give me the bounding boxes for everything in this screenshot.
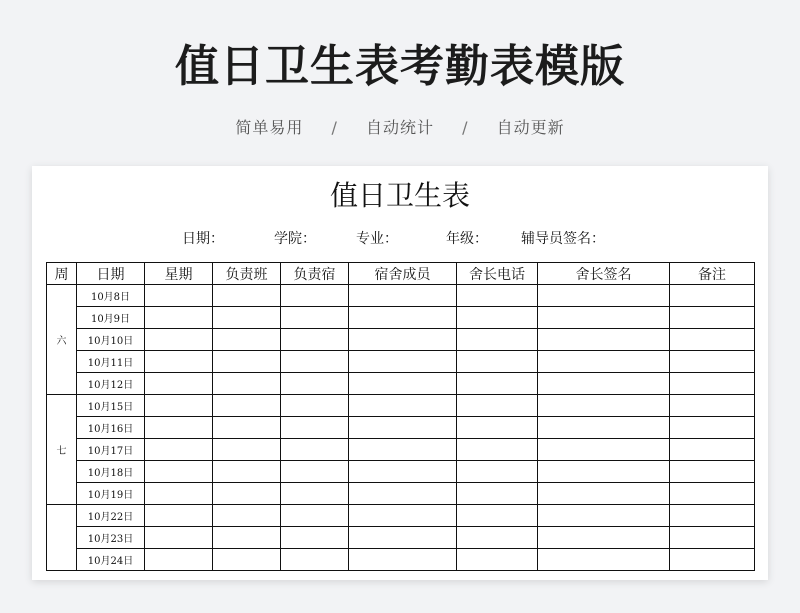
leader-sign-cell bbox=[538, 285, 670, 307]
dorm-members-cell bbox=[349, 483, 457, 505]
page-title: 值日卫生表考勤表模版 bbox=[175, 41, 625, 92]
weekday-cell bbox=[145, 527, 213, 549]
weekday-cell bbox=[145, 285, 213, 307]
duty-dorm-cell bbox=[281, 395, 349, 417]
duty-dorm-cell bbox=[281, 549, 349, 571]
leader-phone-cell bbox=[457, 461, 538, 483]
leader-phone-cell bbox=[457, 395, 538, 417]
date-cell: 10月23日 bbox=[77, 527, 145, 549]
table-row bbox=[47, 527, 755, 549]
duty-class-cell bbox=[213, 527, 281, 549]
duty-class-cell bbox=[213, 351, 281, 373]
duty-class-cell bbox=[213, 307, 281, 329]
duty-class-cell bbox=[213, 417, 281, 439]
date-cell: 10月11日 bbox=[77, 351, 145, 373]
table-row bbox=[47, 505, 755, 527]
leader-sign-cell bbox=[538, 439, 670, 461]
weekday-cell bbox=[145, 417, 213, 439]
weekday-cell bbox=[145, 373, 213, 395]
info-major-label: 专业： bbox=[356, 231, 398, 247]
leader-sign-cell bbox=[538, 329, 670, 351]
duty-class-cell bbox=[213, 483, 281, 505]
dorm-members-cell bbox=[349, 505, 457, 527]
leader-phone-cell bbox=[457, 285, 538, 307]
leader-phone-cell bbox=[457, 329, 538, 351]
separator: / bbox=[331, 118, 338, 137]
sheet-title: 值日卫生表 bbox=[329, 179, 470, 212]
weekday-cell bbox=[145, 461, 213, 483]
info-counselor-sign-label: 辅导员签名： bbox=[521, 231, 605, 247]
weekday-cell bbox=[145, 483, 213, 505]
dorm-members-cell bbox=[349, 439, 457, 461]
duty-class-cell bbox=[213, 549, 281, 571]
duty-dorm-cell bbox=[281, 527, 349, 549]
feature-auto-stats: 自动统计 bbox=[365, 118, 434, 137]
duty-dorm-cell bbox=[281, 483, 349, 505]
table-row bbox=[47, 549, 755, 571]
info-date-label: 日期： bbox=[182, 231, 224, 247]
dorm-members-cell bbox=[349, 395, 457, 417]
table-row bbox=[47, 439, 755, 461]
table-row bbox=[47, 417, 755, 439]
separator: / bbox=[462, 118, 469, 137]
leader-phone-cell bbox=[457, 351, 538, 373]
leader-sign-cell bbox=[538, 373, 670, 395]
table-row bbox=[47, 461, 755, 483]
weekday-cell bbox=[145, 505, 213, 527]
dorm-members-cell bbox=[349, 417, 457, 439]
col-header-dorm-members: 宿舍成员 bbox=[349, 263, 457, 285]
weekday-cell bbox=[145, 351, 213, 373]
col-header-leader-sign: 舍长签名 bbox=[538, 263, 670, 285]
dorm-members-cell bbox=[349, 351, 457, 373]
dorm-members-cell bbox=[349, 329, 457, 351]
leader-sign-cell bbox=[538, 549, 670, 571]
leader-phone-cell bbox=[457, 373, 538, 395]
notes-cell bbox=[670, 461, 755, 483]
table-row bbox=[47, 307, 755, 329]
table-row bbox=[47, 285, 755, 307]
dorm-members-cell bbox=[349, 285, 457, 307]
table-row bbox=[47, 483, 755, 505]
date-cell: 10月19日 bbox=[77, 483, 145, 505]
info-grade-label: 年级： bbox=[446, 231, 488, 247]
date-cell: 10月16日 bbox=[77, 417, 145, 439]
duty-dorm-cell bbox=[281, 307, 349, 329]
leader-sign-cell bbox=[538, 505, 670, 527]
leader-phone-cell bbox=[457, 417, 538, 439]
date-cell: 10月9日 bbox=[77, 307, 145, 329]
notes-cell bbox=[670, 483, 755, 505]
weekday-cell bbox=[145, 329, 213, 351]
dorm-members-cell bbox=[349, 527, 457, 549]
table-row bbox=[47, 395, 755, 417]
col-header-leader-phone: 舍长电话 bbox=[457, 263, 538, 285]
duty-class-cell bbox=[213, 285, 281, 307]
duty-class-cell bbox=[213, 461, 281, 483]
dorm-members-cell bbox=[349, 373, 457, 395]
col-header-week: 周 bbox=[47, 263, 77, 285]
weekday-cell bbox=[145, 439, 213, 461]
col-header-date: 日期 bbox=[77, 263, 145, 285]
spreadsheet-preview bbox=[32, 166, 768, 580]
week-cell: 六 bbox=[47, 285, 77, 395]
notes-cell bbox=[670, 285, 755, 307]
leader-phone-cell bbox=[457, 307, 538, 329]
date-cell: 10月24日 bbox=[77, 549, 145, 571]
leader-phone-cell bbox=[457, 483, 538, 505]
notes-cell bbox=[670, 395, 755, 417]
notes-cell bbox=[670, 329, 755, 351]
col-header-duty-dorm: 负责宿 bbox=[281, 263, 349, 285]
duty-dorm-cell bbox=[281, 351, 349, 373]
leader-sign-cell bbox=[538, 527, 670, 549]
duty-class-cell bbox=[213, 373, 281, 395]
date-cell: 10月18日 bbox=[77, 461, 145, 483]
week-cell: 七 bbox=[47, 395, 77, 505]
duty-class-cell bbox=[213, 439, 281, 461]
feature-auto-update: 自动更新 bbox=[496, 118, 565, 137]
table-row bbox=[47, 329, 755, 351]
leader-phone-cell bbox=[457, 439, 538, 461]
date-cell: 10月12日 bbox=[77, 373, 145, 395]
duty-dorm-cell bbox=[281, 285, 349, 307]
leader-sign-cell bbox=[538, 461, 670, 483]
notes-cell bbox=[670, 505, 755, 527]
notes-cell bbox=[670, 549, 755, 571]
notes-cell bbox=[670, 417, 755, 439]
date-cell: 10月8日 bbox=[77, 285, 145, 307]
leader-sign-cell bbox=[538, 417, 670, 439]
duty-class-cell bbox=[213, 505, 281, 527]
date-cell: 10月22日 bbox=[77, 505, 145, 527]
duty-dorm-cell bbox=[281, 373, 349, 395]
dorm-members-cell bbox=[349, 461, 457, 483]
duty-dorm-cell bbox=[281, 505, 349, 527]
duty-class-cell bbox=[213, 329, 281, 351]
info-college-label: 学院： bbox=[274, 231, 316, 247]
date-cell: 10月15日 bbox=[77, 395, 145, 417]
weekday-cell bbox=[145, 395, 213, 417]
notes-cell bbox=[670, 527, 755, 549]
col-header-weekday: 星期 bbox=[145, 263, 213, 285]
duty-class-cell bbox=[213, 395, 281, 417]
duty-dorm-cell bbox=[281, 417, 349, 439]
leader-sign-cell bbox=[538, 351, 670, 373]
dorm-members-cell bbox=[349, 549, 457, 571]
leader-sign-cell bbox=[538, 307, 670, 329]
notes-cell bbox=[670, 351, 755, 373]
week-cell bbox=[47, 505, 77, 571]
feature-tagline bbox=[0, 115, 800, 138]
leader-phone-cell bbox=[457, 527, 538, 549]
leader-sign-cell bbox=[538, 483, 670, 505]
col-header-duty-class: 负责班 bbox=[213, 263, 281, 285]
weekday-cell bbox=[145, 307, 213, 329]
table-row bbox=[47, 351, 755, 373]
feature-easy: 简单易用 bbox=[235, 118, 304, 137]
notes-cell bbox=[670, 307, 755, 329]
duty-dorm-cell bbox=[281, 329, 349, 351]
duty-dorm-cell bbox=[281, 439, 349, 461]
duty-table bbox=[46, 262, 755, 571]
notes-cell bbox=[670, 439, 755, 461]
leader-phone-cell bbox=[457, 505, 538, 527]
date-cell: 10月17日 bbox=[77, 439, 145, 461]
date-cell: 10月10日 bbox=[77, 329, 145, 351]
duty-dorm-cell bbox=[281, 461, 349, 483]
table-header-row bbox=[47, 263, 755, 285]
table-row bbox=[47, 373, 755, 395]
dorm-members-cell bbox=[349, 307, 457, 329]
col-header-notes: 备注 bbox=[670, 263, 755, 285]
info-row bbox=[32, 228, 768, 248]
leader-phone-cell bbox=[457, 549, 538, 571]
weekday-cell bbox=[145, 549, 213, 571]
leader-sign-cell bbox=[538, 395, 670, 417]
notes-cell bbox=[670, 373, 755, 395]
